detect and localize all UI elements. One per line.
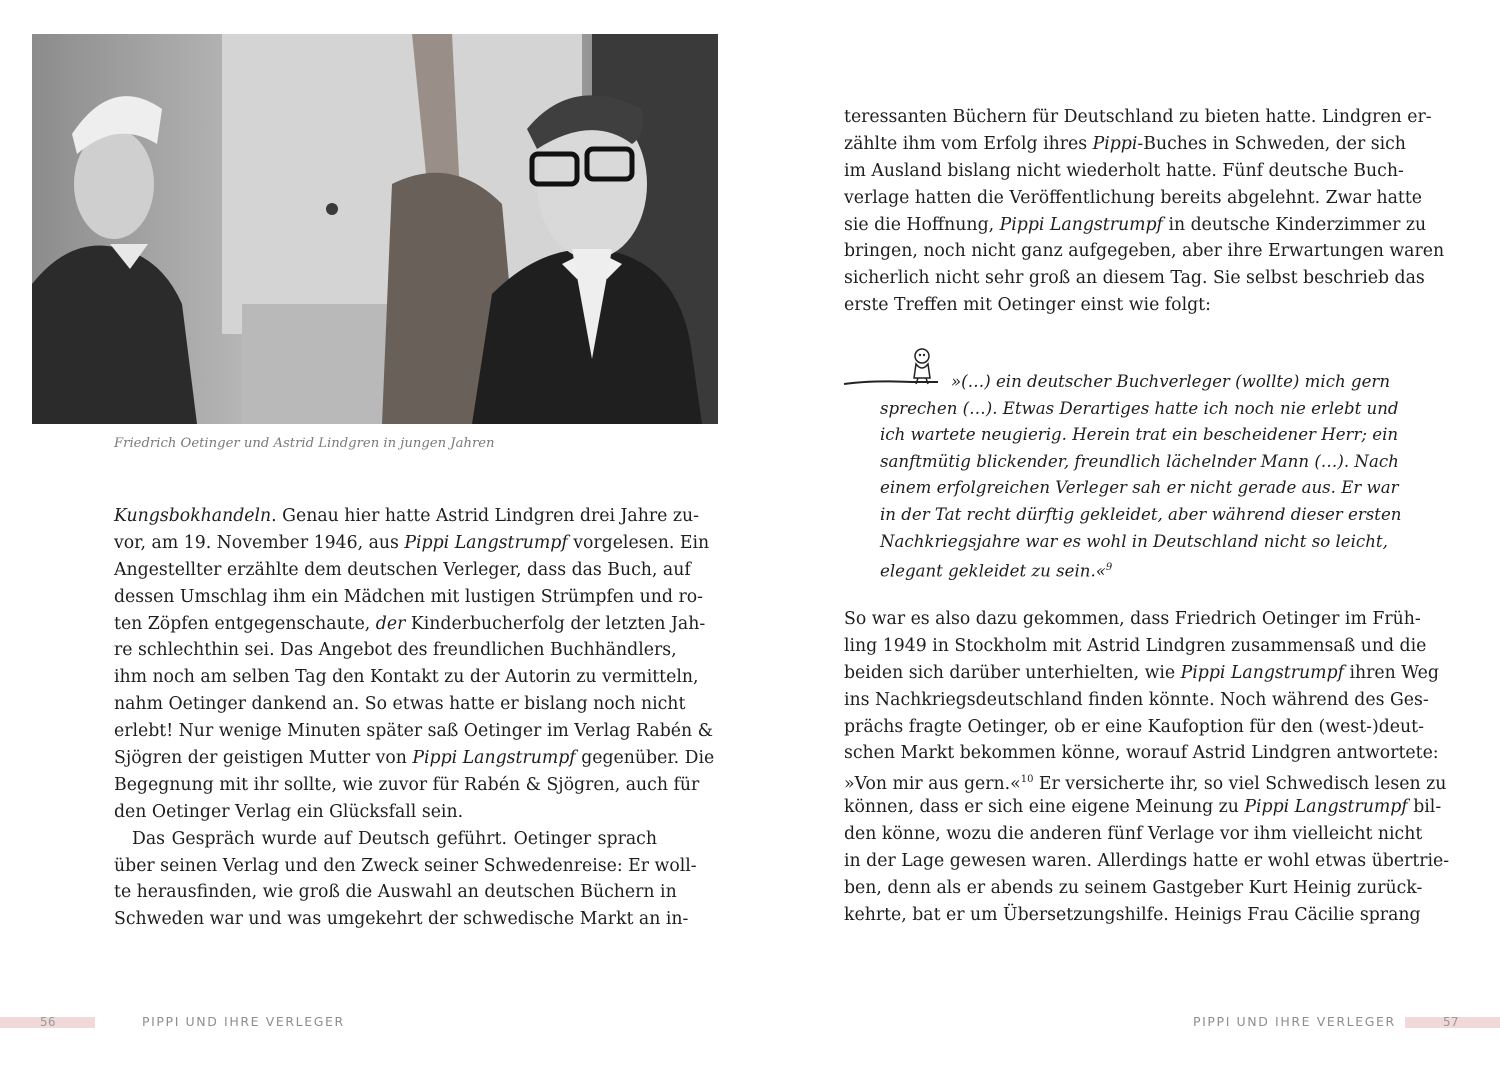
- text-line: verlage hatten die Veröffentlichung bereits abgelehnt. Zwar hatte: [844, 187, 1423, 208]
- text-line: über seinen Verlag und den Zweck seiner Schwedenreise: Er woll-: [114, 855, 697, 876]
- text-line: prächs fragte Oetinger, ob er eine Kaufoption für den (west-)deut-: [844, 716, 1424, 737]
- text-line: Angestellter erzählte dem deutschen Verleger, dass das Buch, auf: [114, 559, 691, 580]
- block-quote: [880, 369, 1402, 582]
- text-line: sicherlich nicht sehr groß an diesem Tag. Sie selbst beschrieb das: [844, 268, 1425, 289]
- text-line: bringen, noch nicht ganz aufgegeben, aber ihre Erwartungen waren: [844, 241, 1445, 262]
- text-line: Das Gespräch wurde auf Deutsch geführt. Oetinger sprach: [132, 828, 657, 849]
- right-body-text-bottom: [844, 606, 1450, 929]
- text-line: kehrte, bat er um Übersetzungshilfe. Heinigs Frau Cäcilie sprang: [844, 904, 1421, 925]
- text-line: Begegnung mit ihr sollte, wie zuvor für Rabén & Sjögren, auch für: [114, 774, 700, 795]
- quote-line: elegant gekleidet zu sein.«$^9$: [880, 561, 1113, 581]
- text-line: den könne, wozu die anderen fünf Verlage vor ihm vielleicht nicht: [844, 824, 1423, 845]
- text-line: ling 1949 in Stockholm mit Astrid Lindgren zusammensaß und die: [844, 635, 1427, 656]
- text-line: Sjögren der geistigen Mutter von Pippi Langstrumpf gegenüber. Die: [114, 748, 715, 769]
- text-line: in der Lage gewesen waren. Allerdings hatte er wohl etwas übertrie-: [844, 851, 1450, 872]
- page-number: 56: [40, 1014, 57, 1029]
- left-body-text: [114, 503, 715, 933]
- quote-line: sprechen (…). Etwas Derartiges hatte ich noch nie erlebt und: [880, 398, 1399, 418]
- text-line: ihm noch am selben Tag den Kontakt zu der Autorin zu vermitteln,: [114, 667, 699, 688]
- text-line: re schlechthin sei. Das Angebot des freundlichen Buchhändlers,: [114, 640, 677, 661]
- text-line: ben, denn als er abends zu seinem Gastgeber Kurt Heinig zurück-: [844, 877, 1423, 898]
- text-line: beiden sich darüber unterhielten, wie Pippi Langstrumpf ihren Weg: [844, 662, 1439, 683]
- text-line: Schweden war und was umgekehrt der schwedische Markt an in-: [114, 909, 689, 930]
- quote-line: »(…) ein deutscher Buchverleger (wollte) mich gern: [951, 372, 1391, 391]
- text-line: »Von mir aus gern.«$^{10}$ Er versicherte ihr, so viel Schwedisch lesen zu: [844, 774, 1447, 795]
- text-line: ten Zöpfen entgegenschaute, der Kinderbucherfolg der letzten Jah-: [114, 613, 706, 634]
- text-line: erlebt! Nur wenige Minuten später saß Oetinger im Verlag Rabén &: [114, 721, 714, 742]
- text-line: ins Nachkriegsdeutschland finden könnte. Noch während des Ges-: [844, 689, 1429, 710]
- text-line: im Ausland bislang nicht wiederholt hatte. Fünf deutsche Buch-: [844, 160, 1404, 181]
- right-page: [750, 0, 1500, 1086]
- running-head: PIPPI UND IHRE VERLEGER: [142, 1014, 345, 1029]
- text-line: erste Treffen mit Oetinger einst wie folgt:: [844, 295, 1211, 316]
- quote-line: in der Tat recht dürftig gekleidet, aber während dieser ersten: [880, 504, 1402, 524]
- text-line: den Oetinger Verlag ein Glücksfall sein.: [114, 801, 464, 822]
- text-line: schen Markt bekommen könne, worauf Astrid Lindgren antwortete:: [844, 743, 1439, 764]
- text-line: te herausfinden, wie groß die Auswahl an deutschen Büchern in: [114, 882, 677, 903]
- quote-line: ich wartete neugierig. Herein trat ein bescheidener Herr; ein: [880, 425, 1399, 445]
- running-head: PIPPI UND IHRE VERLEGER: [1193, 1014, 1396, 1029]
- right-body-text-top: [844, 104, 1445, 319]
- text-line: nahm Oetinger dankend an. So etwas hatte er bislang noch nicht: [114, 694, 686, 715]
- text-line: zählte ihm vom Erfolg ihres Pippi-Buches in Schweden, der sich: [844, 133, 1406, 154]
- photograph: [32, 34, 718, 424]
- page-number: 57: [1443, 1014, 1460, 1029]
- footnote-ref: 10: [1020, 774, 1034, 786]
- text-line: können, dass er sich eine eigene Meinung zu Pippi Langstrumpf bil-: [844, 797, 1442, 818]
- text-line: dessen Umschlag ihm ein Mädchen mit lustigen Strümpfen und ro-: [114, 586, 703, 607]
- text-line: vor, am 19. November 1946, aus Pippi Langstrumpf vorgelesen. Ein: [114, 532, 710, 553]
- photo-caption: Friedrich Oetinger und Astrid Lindgren in jungen Jahren: [114, 436, 495, 451]
- footnote-ref: 9: [1105, 562, 1113, 574]
- quote-line: einem erfolgreichen Verleger sah er nicht gerade aus. Er war: [880, 478, 1399, 498]
- photo-illustration: [32, 34, 718, 424]
- text-line: teressanten Büchern für Deutschland zu bieten hatte. Lindgren er-: [844, 107, 1432, 127]
- text-line: sie die Hoffnung, Pippi Langstrumpf in deutsche Kinderzimmer zu: [844, 214, 1427, 235]
- quote-line: sanftmütig blickender, freundlich lächelnder Mann (…). Nach: [880, 451, 1399, 471]
- text-line: So war es also dazu gekommen, dass Friedrich Oetinger im Früh-: [844, 609, 1421, 629]
- text-line: Kungsbokhandeln. Genau hier hatte Astrid Lindgren drei Jahre zu-: [114, 506, 699, 526]
- quote-line: Nachkriegsjahre war es wohl in Deutschland nicht so leicht,: [880, 531, 1388, 551]
